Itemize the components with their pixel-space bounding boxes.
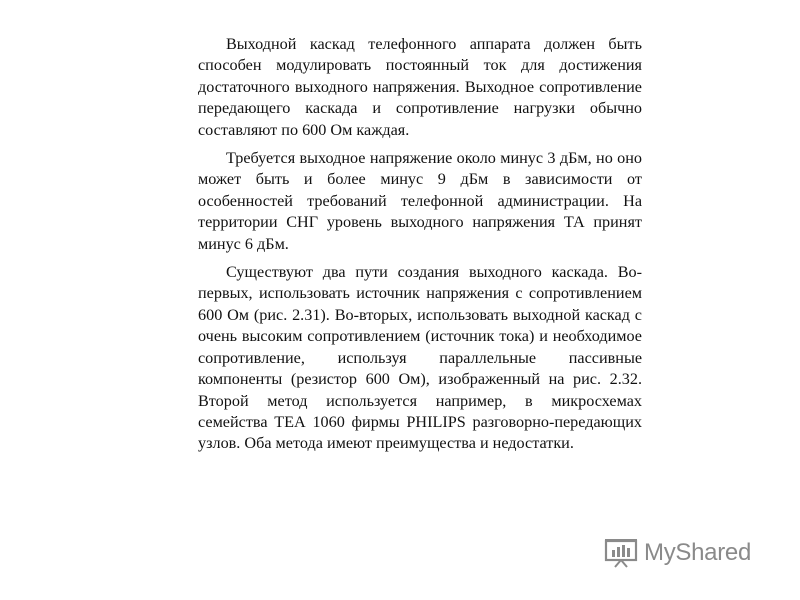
paragraph-1: Выходной каскад телефонного аппарата должен быть способен модулировать постоянный ток для достижения достаточного выходного напряжения. Выходное сопротивление передающего каскада и сопротивление нагрузки обычно составляют по 600 Ом каждая. bbox=[198, 35, 642, 139]
paragraph-3: Существуют два пути создания выходного каскада. Во-первых, использовать источник напряжения с сопротивлением 600 Ом (рис. 2.31). Во-вторых, использовать выходной каскад с очень высоким сопротивлением (источник тока) и необходимое сопротивление, используя параллельные пассивные компоненты (резистор 600 Ом), изображенный на рис. 2.32. Второй метод используется например, в микросхемах семейства ТЕА 1060 фирмы PHILIPS разговорно-передающих узлов. Оба метода имеют преимущества и недостатки. bbox=[198, 263, 642, 453]
myshared-watermark bbox=[604, 537, 751, 569]
presentation-board-icon bbox=[604, 538, 638, 568]
paragraph-2: Требуется выходное напряжение около минус 3 дБм, но оно может быть и более минус 9 дБм в зависимости от особенностей требований телефонной администрации. На территории СНГ уровень выходного напряжения ТА принят минус 6 дБм. bbox=[198, 149, 642, 253]
watermark-text bbox=[644, 538, 751, 568]
document-text bbox=[198, 34, 642, 462]
watermark-text-shared: Shared bbox=[675, 539, 751, 566]
watermark-text-my: My bbox=[644, 539, 676, 566]
